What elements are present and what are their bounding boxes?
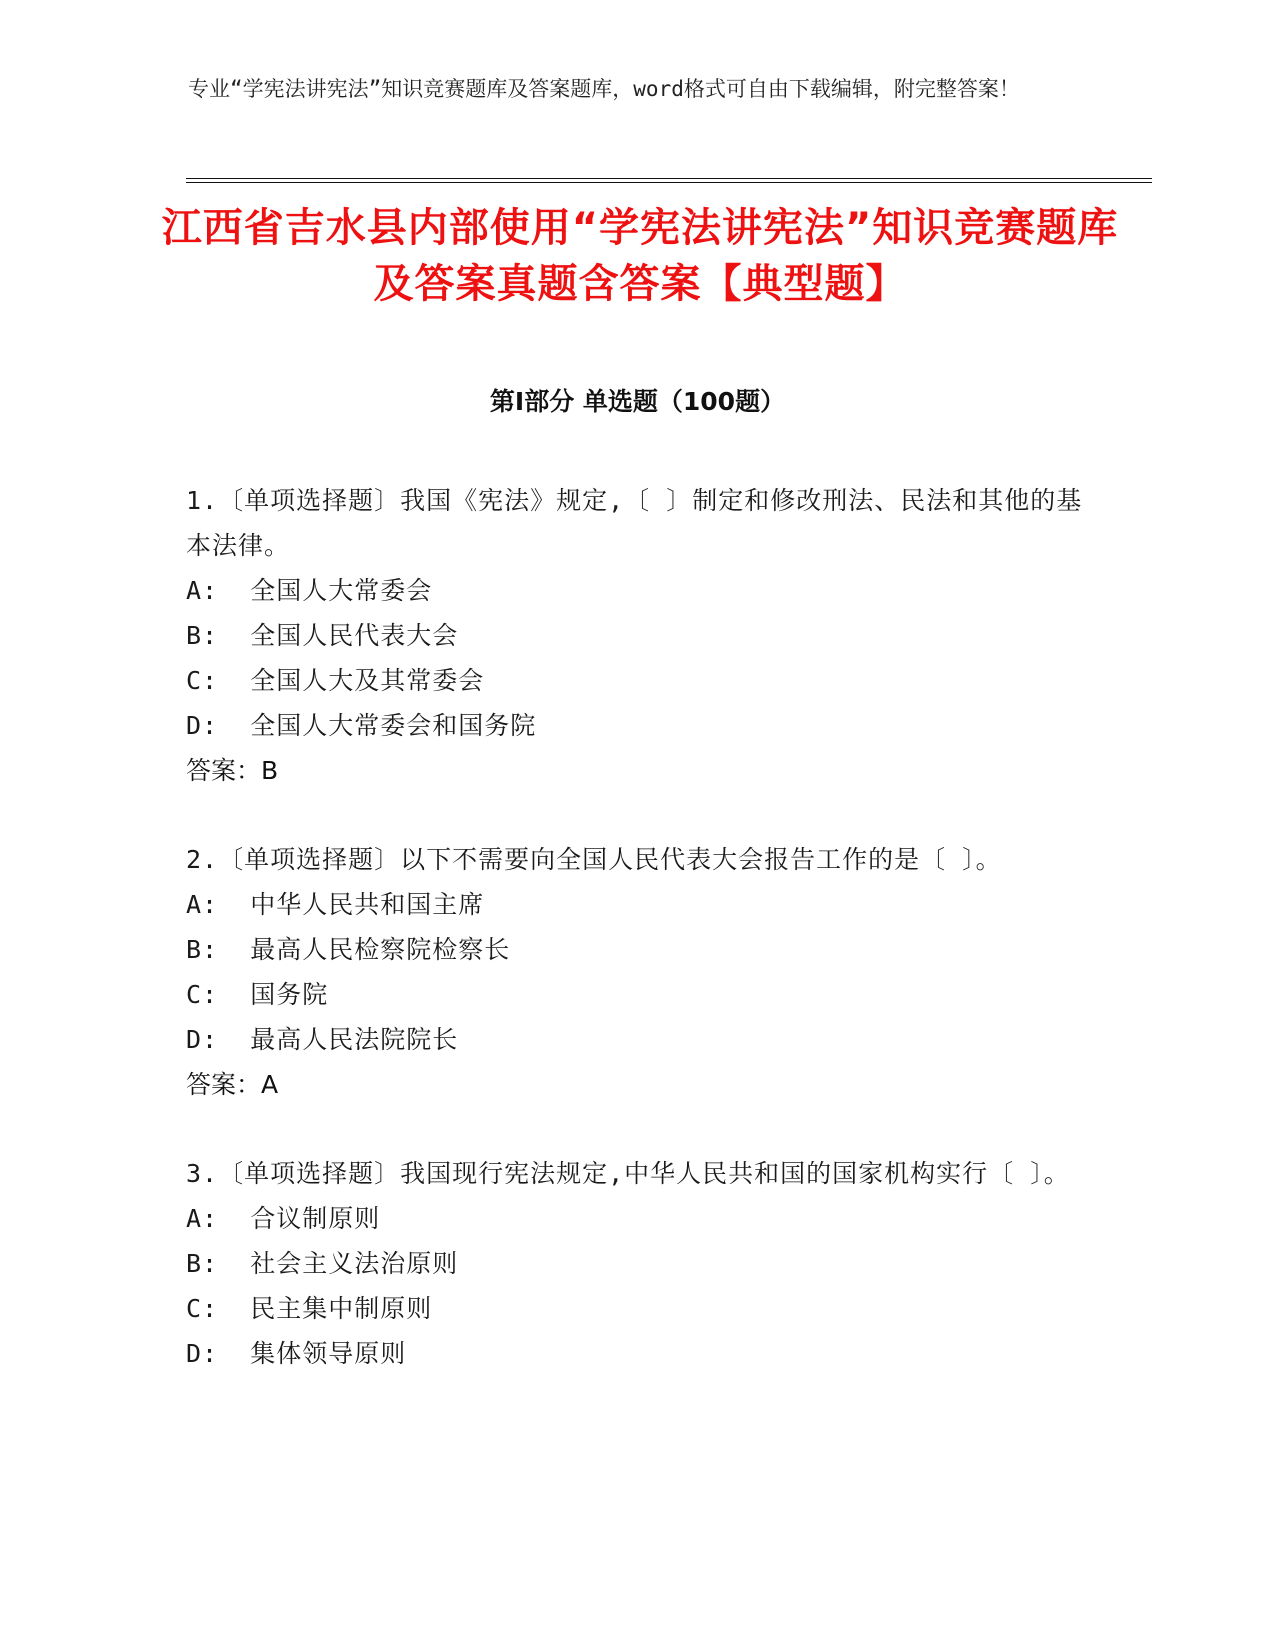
header-note: 专业“学宪法讲宪法”知识竞赛题库及答案题库，word格式可自由下载编辑，附完整答案！ bbox=[188, 77, 1020, 101]
option-d: D: 全国人大常委会和国务院 bbox=[186, 711, 537, 740]
question-stem: 2.〔单项选择题〕以下不需要向全国人民代表大会报告工作的是〔 〕。 bbox=[186, 845, 1002, 874]
answer-line: 答案：B bbox=[186, 756, 279, 785]
option-d: D: 最高人民法院院长 bbox=[186, 1025, 459, 1054]
option-b: B: 社会主义法治原则 bbox=[186, 1249, 459, 1278]
option-c: C: 民主集中制原则 bbox=[186, 1294, 433, 1323]
answer-line: 答案：A bbox=[186, 1070, 279, 1099]
question-stem: 1.〔单项选择题〕我国《宪法》规定,〔 〕制定和修改刑法、民法和其他的基本法律。 bbox=[186, 486, 1083, 560]
option-c: C: 全国人大及其常委会 bbox=[186, 666, 485, 695]
question-stem: 3.〔单项选择题〕我国现行宪法规定,中华人民共和国的国家机构实行〔 〕。 bbox=[186, 1159, 1070, 1188]
question-list bbox=[186, 478, 1086, 1420]
question-1 bbox=[186, 478, 1086, 793]
option-b: B: 最高人民检察院检察长 bbox=[186, 935, 511, 964]
option-a: A: 中华人民共和国主席 bbox=[186, 890, 485, 919]
option-a: A: 全国人大常委会 bbox=[186, 576, 433, 605]
question-3 bbox=[186, 1151, 1086, 1376]
question-2 bbox=[186, 837, 1086, 1107]
option-a: A: 合议制原则 bbox=[186, 1204, 381, 1233]
header-divider-bottom bbox=[186, 182, 1152, 183]
document-title: 江西省吉水县内部使用“学宪法讲宪法”知识竞赛题库及答案真题含答案【典型题】 bbox=[161, 205, 1119, 307]
option-c: C: 国务院 bbox=[186, 980, 329, 1009]
header-divider-top bbox=[186, 178, 1152, 179]
option-b: B: 全国人民代表大会 bbox=[186, 621, 459, 650]
option-d: D: 集体领导原则 bbox=[186, 1339, 407, 1368]
section-title: 第Ⅰ部分 单选题（100题） bbox=[489, 387, 786, 416]
